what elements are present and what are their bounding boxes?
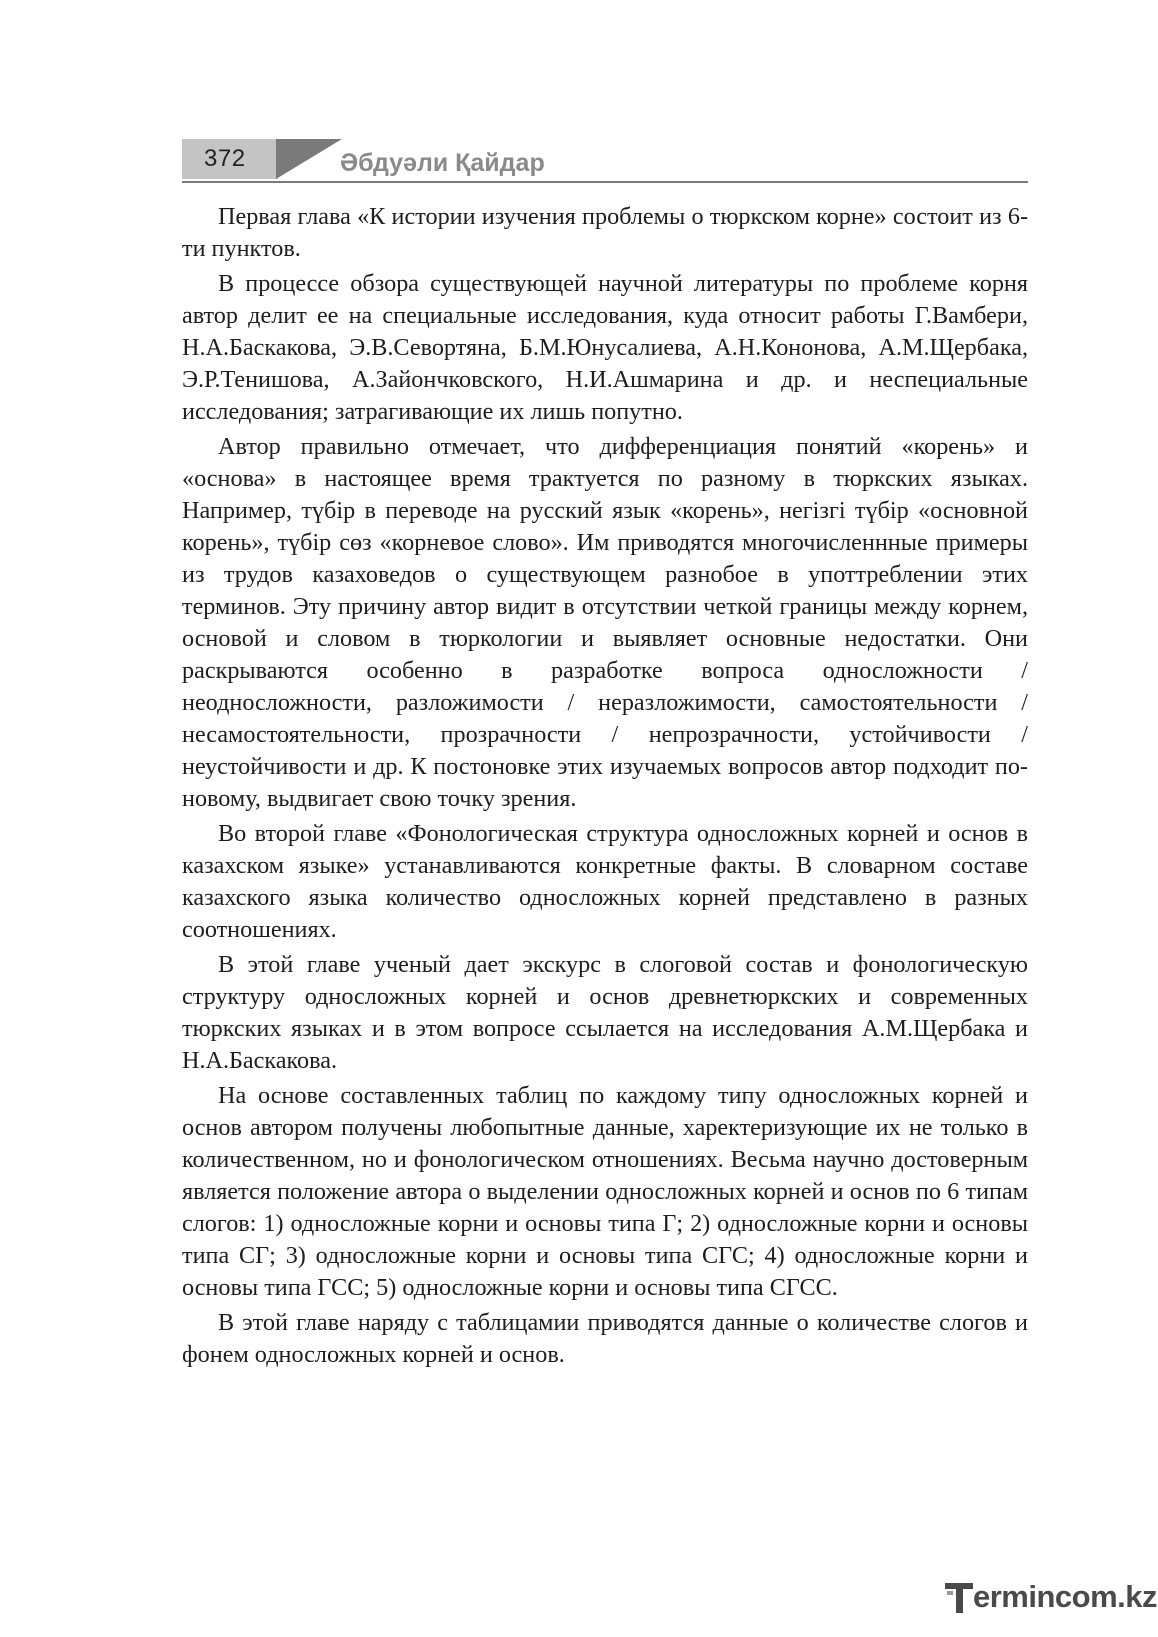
paragraph: В этой главе наряду с таблицамии приводятся данные о количестве слогов и фонем односложных корней и основ. (182, 1309, 1028, 1368)
paragraph: Первая глава «К истории изучения проблемы о тюркском корне» состоит из 6-ти пунктов. (182, 203, 1028, 262)
watermark-text: ermincom.kz (973, 1579, 1158, 1614)
paragraph: На основе составленных таблиц по каждому типу односложных корней и основ автором получены любопытные данные, харектеризующие их не только в количественном, но и фонологическом отношениях. Весьма научно достоверным является положение автора о выделении односложных корней и основ по 6 типам слогов: 1) односложные корни и основы типа Г; 2) односложные корни и основы типа СГ; 3) односложные корни и основы типа СГС; 4) односложные корни и основы типа ГСС; 5) односложные корни и основы типа СГСС. (182, 1082, 1028, 1301)
paragraph: Во второй главе «Фонологическая структура односложных корней и основ в казахском языке» устанавливаются конкретные факты. В словарном составе казахского языка количество односложных корней представлено в разных соотношениях. (182, 820, 1028, 943)
page-number: 372 (204, 145, 246, 172)
running-header (182, 139, 1028, 187)
header-triangle-decoration (276, 139, 342, 179)
body-text (182, 201, 1028, 1374)
page-number-tab (182, 139, 278, 179)
running-title: Әбдуәли Қайдар (340, 149, 545, 177)
paragraph: В процессе обзора существующей научной литературы по проблеме корня автор делит ее на специальные исследования, куда относит работы Г.Вамбери, Н.А.Баскакова, Э.В.Севортяна, Б.М.Юнусалиева, А.Н.Кононова, А.М.Щербака, Э.Р.Тенишова, А.Зайончковского, Н.И.Ашмарина и др. и неспециальные исследования; затрагивающие их лишь попутно. (182, 270, 1028, 425)
paragraph: В этой главе ученый дает экскурс в слоговой состав и фонологическую структуру односложных корней и основ древнетюркских и современных тюркских языках и в этом вопросе ссылается на исследования А.М.Щербака и Н.А.Баскакова. (182, 951, 1028, 1074)
termincom-logo-icon (945, 1581, 975, 1615)
header-rule (182, 181, 1028, 183)
paragraph: Автор правильно отмечает, что дифференциация понятий «корень» и «основа» в настоящее время трактуется по разному в тюркских языках. Например, түбір в переводе на русский язык «корень», негізгі түбір «основной корень», түбір сөз «корневое слово». Им приводятся многочисленнные примеры из трудов казаховедов о существующем разнобое в употтреблении этих терминов. Эту причину автор видит в отсутствии четкой границы между корнем, основой и словом в тюркологии и выявляет основные недостатки. Они раскрываются особенно в разработке вопроса односложности / неодносложности, разложимости / неразложимости, самостоятельности / несамостоятельности, прозрачности / непрозрачности, устойчивости / неустойчивости и др. К постоновке этих изучаемых вопросов автор подходит по-новому, выдвигает свою точку зрения. (182, 433, 1028, 812)
